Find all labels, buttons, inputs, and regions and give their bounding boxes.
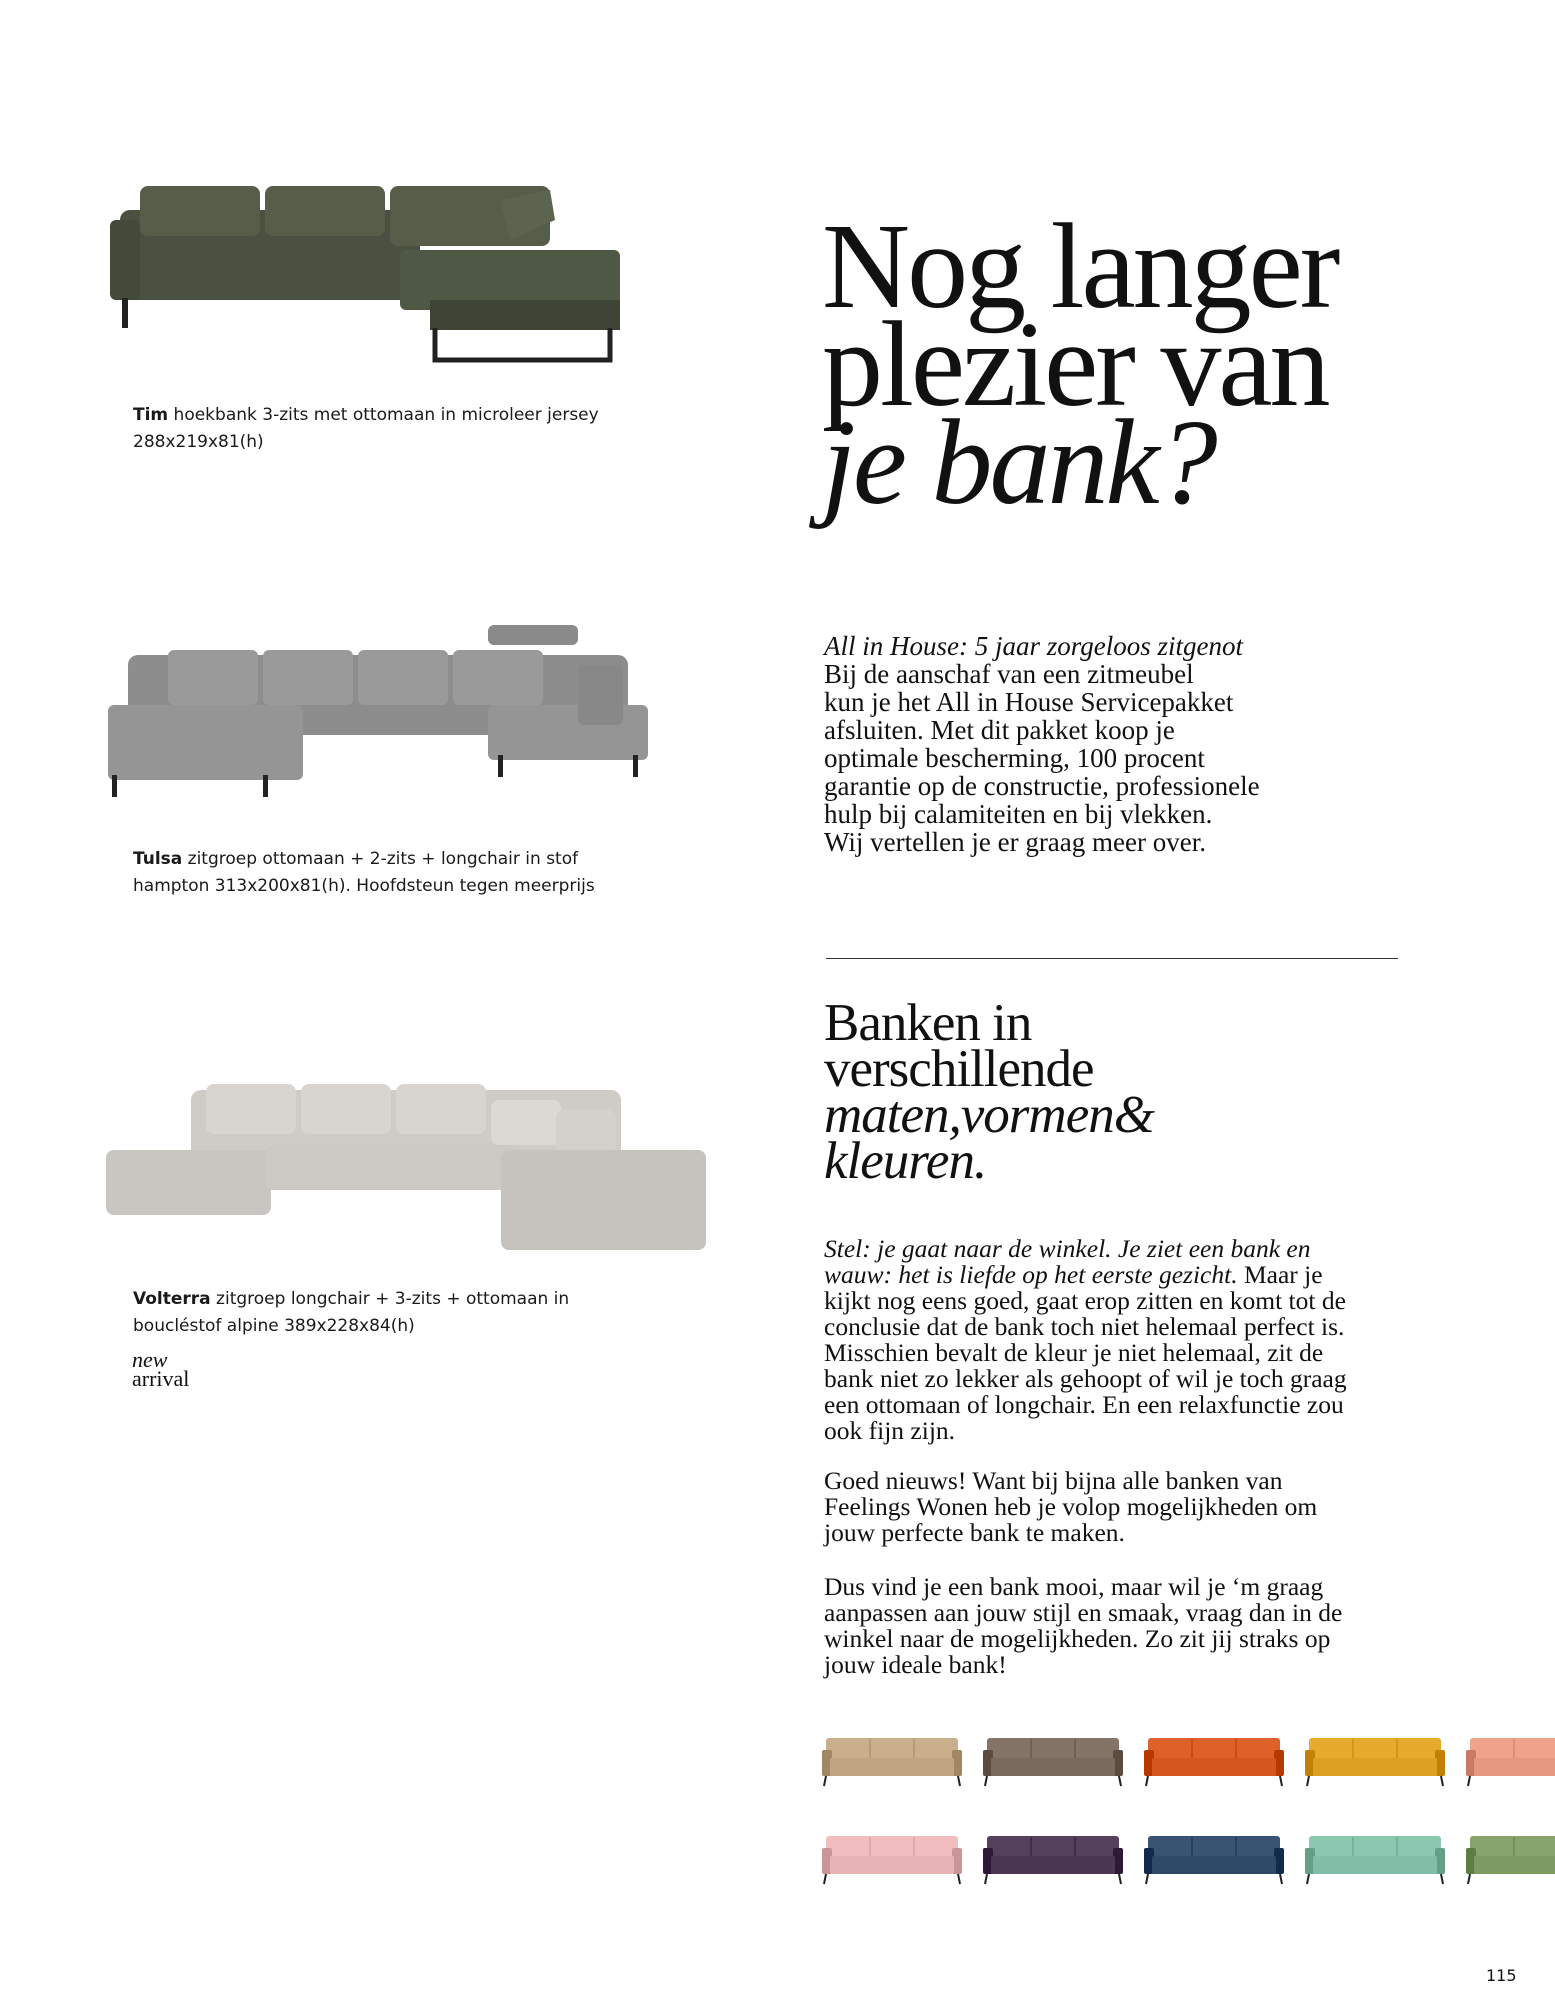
- service-title: All in House: 5 jaar zorgeloos zitgenot: [824, 631, 1243, 661]
- para-line: winkel naar de mogelijkheden. Zo zit jij straks op: [824, 1624, 1331, 1653]
- para-line: Goed nieuws! Want bij bijna alle banken van: [824, 1466, 1283, 1495]
- service-block: [824, 632, 1324, 856]
- para-line: Dus vind je een bank mooi, maar wil je ‘m graag: [824, 1572, 1324, 1601]
- para-line: een ottomaan of longchair. En een relaxfunctie zou: [824, 1390, 1344, 1419]
- para-line: ook fijn zijn.: [824, 1416, 956, 1445]
- para-line: Stel: je gaat naar de winkel. Je ziet een bank en: [824, 1234, 1311, 1263]
- product-desc: zitgroep longchair + 3-zits + ottomaan in: [210, 1289, 570, 1309]
- product-dimensions: boucléstof alpine 389x228x84(h): [133, 1316, 415, 1336]
- para-line: bank niet zo lekker als gehoopt of wil je toch graag: [824, 1364, 1347, 1393]
- new-arrival-line2: arrival: [132, 1366, 190, 1391]
- caption-tulsa: [133, 846, 693, 900]
- service-line: hulp bij calamiteiten en bij vlekken.: [824, 799, 1213, 829]
- product-image-tulsa: [108, 625, 653, 805]
- product-image-tim: [110, 180, 630, 380]
- product-name: Tulsa: [133, 849, 183, 869]
- product-dimensions: 288x219x81(h): [133, 432, 264, 452]
- page-headline: [822, 199, 1522, 530]
- headline-line1: Nog langer: [822, 199, 1338, 334]
- body-paragraph-1: [824, 1236, 1384, 1444]
- service-line: kun je het All in House Servicepakket: [824, 687, 1234, 717]
- para-line: conclusie dat de bank toch niet helemaal perfect is.: [824, 1312, 1345, 1341]
- sofa-swatch: [1466, 1834, 1555, 1888]
- heading-line1: Banken in: [824, 994, 1032, 1052]
- para-line: Feelings Wonen heb je volop mogelijkheden om: [824, 1492, 1318, 1521]
- sofa-tim-shape: [110, 186, 620, 360]
- sofa-swatch: [983, 1834, 1123, 1888]
- product-dimensions: hampton 313x200x81(h). Hoofdsteun tegen meerprijs: [133, 876, 595, 896]
- para-line: kijkt nog eens goed, gaat erop zitten en komt tot de: [824, 1286, 1346, 1315]
- body-paragraph-2: [824, 1468, 1384, 1546]
- heading-line2: verschillende: [824, 1040, 1094, 1098]
- sofa-swatch: [822, 1736, 962, 1790]
- body-paragraph-3: [824, 1574, 1384, 1678]
- product-name: Tim: [133, 405, 169, 425]
- page-number: 115: [1486, 1966, 1517, 1985]
- sofa-swatch: [1466, 1736, 1555, 1790]
- sofa-swatch: [983, 1736, 1123, 1790]
- caption-volterra: [133, 1286, 693, 1340]
- sofa-swatch: [1144, 1834, 1284, 1888]
- product-image-volterra: [106, 1080, 706, 1250]
- product-desc: hoekbank 3-zits met ottomaan in microleer jersey: [168, 405, 599, 425]
- headline-line3: je bank?: [822, 395, 1215, 530]
- sofa-tulsa-shape: [108, 625, 648, 797]
- sofa-swatch: [822, 1834, 962, 1888]
- heading-line4: kleuren.: [824, 1132, 987, 1190]
- section-divider: [826, 958, 1398, 959]
- sofa-swatch: [1305, 1834, 1445, 1888]
- new-arrival-label: [132, 1347, 190, 1391]
- heading-line3: maten,vormen&: [824, 1086, 1154, 1144]
- para-line: Misschien bevalt de kleur je niet helemaal, zit de: [824, 1338, 1324, 1367]
- service-line: optimale bescherming, 100 procent: [824, 743, 1205, 773]
- sofa-volterra-shape: [106, 1084, 706, 1250]
- product-desc: zitgroep ottomaan + 2-zits + longchair in stof: [182, 849, 579, 869]
- new-arrival-line1: new: [132, 1347, 168, 1372]
- headline-line2: plezier van: [822, 297, 1328, 432]
- para-line: aanpassen aan jouw stijl en smaak, vraag dan in de: [824, 1598, 1343, 1627]
- sofa-swatch: [1144, 1736, 1284, 1790]
- para-line: jouw ideale bank!: [824, 1650, 1007, 1679]
- para-line-rest: Maar je: [1237, 1260, 1323, 1289]
- service-line: garantie op de constructie, professionele: [824, 771, 1260, 801]
- caption-tim: [133, 402, 693, 456]
- product-name: Volterra: [133, 1289, 211, 1309]
- para-line-italic: wauw: het is liefde op het eerste gezicht.: [824, 1260, 1238, 1289]
- service-line: Bij de aanschaf van een zitmeubel: [824, 659, 1194, 689]
- sofa-swatch: [1305, 1736, 1445, 1790]
- section-heading: [824, 994, 1324, 1190]
- service-line: afsluiten. Met dit pakket koop je: [824, 715, 1175, 745]
- service-line: Wij vertellen je er graag meer over.: [824, 827, 1206, 857]
- para-line: jouw perfecte bank te maken.: [824, 1518, 1125, 1547]
